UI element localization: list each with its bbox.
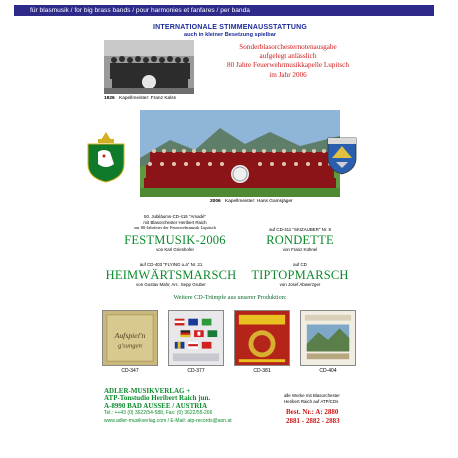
photo-2006-caption (210, 199, 350, 204)
publisher-phone: Tel.: ++43 (0) 3622/54-588, Fax: (0) 3622/55-266 (104, 410, 213, 417)
footer-note (284, 393, 384, 405)
work-tiptop-pre: auf CD (293, 262, 307, 267)
work-festmusik-pre3: zur 80-Jahrfeier der Feuerwehrmusik Lupitsch (134, 225, 216, 231)
order-number-more: 2881 - 2882 - 2883 (286, 417, 340, 425)
header-title: INTERNATIONALE STIMMENAUSSTATTUNG (153, 24, 307, 31)
cd-347-label: CD-347 (121, 368, 139, 374)
photo-1926-caption (104, 96, 224, 101)
special-edition-line1: Sonderblasorchesternotenausgabe (239, 43, 337, 51)
photo-2006-year: 2006 (210, 199, 221, 204)
work-festmusik (110, 214, 240, 231)
publisher-block (104, 388, 304, 425)
band-photo-2006 (140, 110, 340, 197)
cd-cover-377[interactable] (168, 310, 224, 366)
work-heimwaerts-pre: auf CD-403 "FLYING u.a" Nr. 21 (139, 262, 203, 267)
work-tiptop-composer: von Josef Abwerzger (279, 282, 321, 287)
work-festmusik-title: FESTMUSIK-2006 (124, 233, 226, 247)
band-photo-1926 (104, 40, 194, 94)
cd-cover-347[interactable] (102, 310, 158, 366)
work-festmusik-pre2: mit Blasorchester Heribert Raich (143, 219, 207, 225)
top-banner (14, 5, 434, 16)
cd-377-label: CD-377 (187, 368, 205, 374)
publisher-web[interactable]: www.adler-musikverlag.com / E-Mail: atp-records@aon.at (104, 417, 232, 424)
photo-1926-kapellmeister: Kapellmeister: Franz Kalss (119, 96, 177, 101)
publisher-studio: ATP-Tonstudio Heribert Raich jun. (104, 394, 211, 403)
photo-2006-kapellmeister: Kapellmeister: Hans Gamsjäger (225, 199, 293, 204)
work-festmusik-pre1: 50. Jubiläums-CD-415 "Amadé" (144, 214, 206, 219)
work-rondette-composer: von Franz Kühnel (282, 247, 318, 252)
special-edition-line2: aufgelegt anlässlich (259, 52, 317, 61)
banner-text: für blasmusik / for big brass bands / pour harmonies et fanfares / per banda (30, 7, 250, 14)
work-rondette-pre: auf CD-411 "SKIZAUBER" Nr. 8 (269, 227, 331, 232)
special-edition-line4: im Jahr 2006 (269, 70, 307, 79)
work-festmusik-composer: von Karl Grieshofer (156, 247, 194, 252)
publisher-name: ADLER-MUSIKVERLAG + (104, 387, 191, 395)
work-rondette-title: RONDETTE (266, 233, 334, 247)
order-numbers (286, 408, 386, 426)
cd-381-label: CD-381 (253, 368, 271, 374)
svg-text:Aufspiel'n: Aufspiel'n (114, 331, 146, 340)
bad-aussee-crest-icon (326, 136, 358, 176)
order-number-label: Best. Nr.: A: 2880 (286, 408, 339, 416)
photo-1926-year: 1926 (104, 96, 115, 101)
footer-note-line2: Heribert Raich auf ATP/CDs (284, 399, 339, 404)
work-heimwaerts-composer: von Gustav Mahr, Arr.. Sepp Gruber (136, 282, 206, 287)
work-heimwaerts-title: HEIMWÄRTSMARSCH (105, 268, 237, 282)
header-subtitle: auch in kleiner Besetzung spielbar (183, 32, 276, 38)
special-edition-note (208, 43, 368, 80)
styria-crest-icon (84, 130, 128, 184)
cd-cover-404[interactable] (300, 310, 356, 366)
svg-text:g'sungen: g'sungen (118, 342, 142, 350)
footer-note-line1: alle Werke mit Blasorchester (284, 393, 340, 398)
cd-404-label: CD-404 (319, 368, 337, 374)
cd-cover-381[interactable] (234, 310, 290, 366)
publisher-address: A-8990 BAD AUSSEE / AUSTRIA (104, 401, 208, 410)
cd-section-heading: Weitere CD-Trümpfe aus unserer Produktion: (173, 294, 287, 301)
special-edition-line3: 80 Jahre Feuerwehrmusikkapelle Lupitsch (227, 61, 349, 70)
work-tiptop-title: TIPTOPMARSCH (251, 268, 349, 282)
